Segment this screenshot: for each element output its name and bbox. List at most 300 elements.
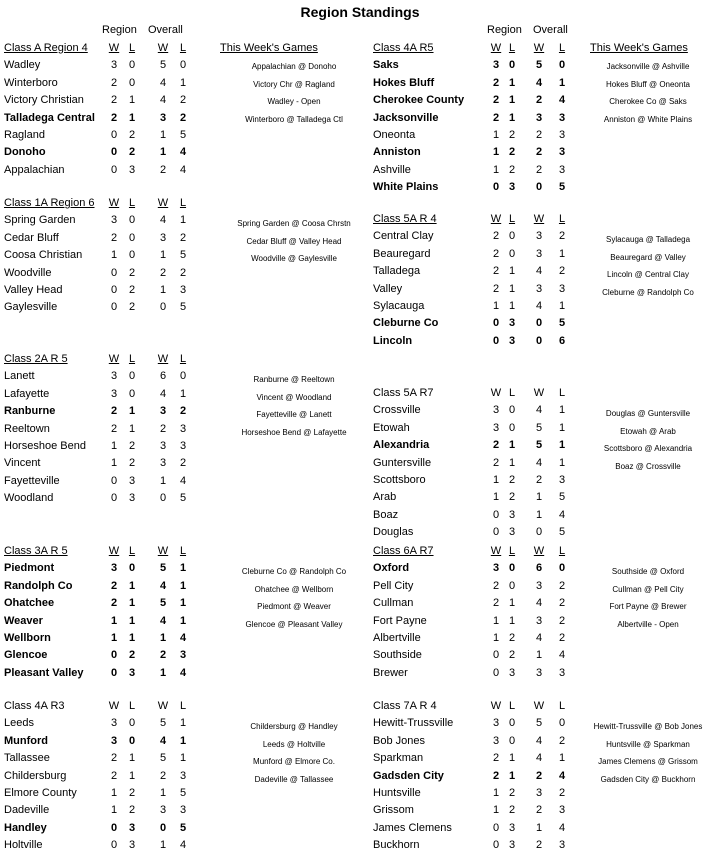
region-losses: 0 — [128, 249, 136, 262]
overall-wins: 3 — [535, 787, 543, 799]
team-name: Guntersville — [373, 456, 432, 469]
section-header — [4, 353, 349, 370]
overall-wins: 2 — [159, 649, 167, 662]
region-wins: 2 — [110, 579, 118, 592]
region-losses: 2 — [128, 146, 136, 159]
game-item: Ohatchee @ Wellborn — [254, 584, 334, 594]
overall-losses: 0 — [179, 59, 187, 72]
overall-wins: 5 — [159, 562, 167, 575]
overall-wins: 4 — [535, 300, 543, 312]
game-item: Horseshoe Bend @ Lafayette — [241, 427, 347, 437]
overall-losses: 5 — [179, 492, 187, 505]
region-losses: 1 — [128, 422, 136, 435]
overall-wins: 4 — [535, 265, 543, 278]
overall-losses: 1 — [179, 562, 187, 575]
region-wins: 0 — [110, 839, 118, 852]
overall-losses: 4 — [179, 146, 187, 159]
overall-wins: 5 — [159, 752, 167, 765]
overall-losses-header: L — [558, 545, 566, 557]
region-losses: 3 — [508, 666, 516, 679]
region-wins: 1 — [492, 632, 500, 644]
team-row — [4, 440, 204, 457]
overall-wins: 2 — [535, 769, 543, 782]
game-item: Boaz @ Crossville — [615, 461, 681, 471]
region-losses: 0 — [128, 387, 136, 400]
team-name: Valley — [373, 282, 403, 295]
region-wins: 1 — [492, 146, 500, 159]
team-name: Albertville — [373, 632, 421, 644]
overall-losses: 4 — [558, 769, 566, 782]
overall-wins: 3 — [159, 440, 167, 452]
left-overall-header: Overall — [148, 24, 183, 36]
region-losses: 2 — [128, 804, 136, 817]
game-item: Spring Garden @ Coosa Chrstn — [237, 219, 351, 229]
region-losses: 1 — [508, 769, 516, 782]
overall-losses: 5 — [179, 787, 187, 799]
team-name: White Plains — [373, 181, 439, 194]
overall-wins: 6 — [535, 562, 543, 575]
team-name: Woodland — [4, 492, 54, 505]
overall-wins: 3 — [535, 230, 543, 243]
section-title: Class 1A Region 6 — [4, 197, 95, 209]
team-row — [4, 129, 204, 146]
region-losses: 2 — [508, 163, 516, 176]
region-losses: 1 — [128, 769, 136, 782]
region-wins: 3 — [110, 734, 118, 747]
region-wins: 0 — [492, 317, 500, 330]
overall-wins: 3 — [159, 457, 167, 470]
section-title: Class 2A R 5 — [4, 353, 68, 365]
overall-wins-header: W — [533, 213, 545, 225]
region-wins: 0 — [110, 821, 118, 834]
overall-wins: 2 — [535, 474, 543, 486]
overall-wins-header: W — [533, 42, 545, 54]
region-wins: 3 — [492, 717, 500, 730]
team-row — [373, 649, 573, 666]
overall-losses: 2 — [179, 231, 187, 244]
team-row — [4, 388, 204, 405]
overall-losses: 3 — [558, 282, 566, 295]
region-wins-header: W — [108, 197, 120, 209]
region-wins: 0 — [492, 821, 500, 834]
region-losses: 3 — [128, 839, 136, 852]
region-losses: 1 — [508, 456, 516, 469]
overall-wins: 2 — [535, 839, 543, 852]
overall-losses-header: L — [558, 387, 566, 399]
region-losses: 0 — [128, 562, 136, 575]
overall-wins: 1 — [159, 839, 167, 852]
team-row — [4, 770, 204, 787]
region-wins: 1 — [110, 249, 118, 262]
team-row — [4, 822, 204, 839]
game-item: Piedmont @ Weaver — [257, 602, 331, 612]
region-losses: 0 — [508, 59, 516, 72]
team-row — [373, 839, 573, 856]
team-row — [373, 230, 573, 247]
overall-wins: 1 — [535, 508, 543, 521]
overall-wins: 4 — [535, 632, 543, 644]
region-wins: 0 — [492, 508, 500, 521]
team-name: Buckhorn — [373, 839, 420, 852]
overall-wins: 2 — [159, 163, 167, 176]
overall-wins: 4 — [535, 76, 543, 89]
region-losses: 3 — [508, 839, 516, 852]
overall-losses: 1 — [179, 214, 187, 227]
region-wins: 3 — [110, 214, 118, 227]
team-name: Ohatchee — [4, 597, 55, 610]
team-row — [373, 317, 573, 334]
team-name: Anniston — [373, 146, 421, 159]
game-item: Jacksonville @ Ashville — [606, 62, 690, 72]
overall-wins: 1 — [535, 491, 543, 504]
team-name: Lafayette — [4, 387, 50, 400]
overall-wins-header: W — [157, 545, 169, 557]
region-losses: 3 — [128, 474, 136, 487]
region-wins: 2 — [492, 94, 500, 107]
region-wins-header: W — [108, 545, 120, 557]
team-row — [373, 735, 573, 752]
overall-losses: 2 — [179, 266, 187, 279]
region-losses: 1 — [128, 632, 136, 644]
region-losses: 3 — [508, 181, 516, 194]
game-item: Childersburg @ Handley — [250, 722, 338, 732]
region-losses: 3 — [508, 508, 516, 521]
region-losses: 3 — [128, 666, 136, 679]
overall-losses: 1 — [179, 76, 187, 89]
overall-losses: 4 — [558, 508, 566, 521]
region-wins: 2 — [110, 405, 118, 418]
region-wins: 0 — [110, 163, 118, 176]
section-title: Class 4A R5 — [373, 42, 434, 54]
team-name: Alexandria — [373, 439, 430, 452]
team-row — [373, 248, 573, 265]
region-wins: 2 — [110, 111, 118, 124]
team-row — [373, 94, 573, 111]
team-name: Lanett — [4, 370, 35, 383]
team-name: Jacksonville — [373, 111, 439, 124]
game-item: Cullman @ Pell City — [612, 584, 684, 594]
team-row — [373, 112, 573, 129]
team-name: Douglas — [373, 526, 414, 539]
team-row — [4, 370, 204, 387]
left-region-header: Region — [102, 24, 137, 36]
section-title: Class 6A R7 — [373, 545, 434, 557]
region-losses: 1 — [128, 111, 136, 124]
overall-losses: 4 — [179, 163, 187, 176]
overall-losses: 0 — [558, 59, 566, 72]
team-row — [373, 404, 573, 421]
game-item: Albertville - Open — [617, 619, 679, 629]
region-losses: 2 — [508, 632, 516, 644]
overall-losses: 1 — [558, 247, 566, 260]
team-name: Ashville — [373, 163, 411, 176]
team-row — [4, 164, 204, 181]
region-losses: 0 — [128, 76, 136, 89]
overall-wins: 4 — [159, 94, 167, 107]
region-wins: 0 — [492, 526, 500, 539]
overall-losses: 0 — [558, 562, 566, 575]
game-item: Beauregard @ Valley — [610, 252, 686, 262]
region-wins-header: W — [490, 387, 502, 399]
team-row — [373, 129, 573, 146]
game-item: Hokes Bluff @ Oneonta — [605, 79, 691, 89]
overall-wins: 3 — [535, 282, 543, 295]
overall-losses: 2 — [558, 632, 566, 644]
region-losses: 1 — [128, 579, 136, 592]
team-name: Horseshoe Bend — [4, 440, 86, 452]
team-name: Cherokee County — [373, 94, 465, 107]
region-losses: 1 — [508, 265, 516, 278]
overall-losses: 4 — [558, 94, 566, 107]
team-name: Munford — [4, 734, 48, 747]
region-wins: 2 — [492, 439, 500, 452]
region-losses: 2 — [128, 787, 136, 799]
overall-losses: 1 — [179, 579, 187, 592]
overall-wins: 3 — [159, 405, 167, 418]
region-wins: 3 — [110, 59, 118, 72]
region-wins: 2 — [110, 597, 118, 610]
region-losses: 2 — [508, 649, 516, 662]
region-wins: 1 — [492, 300, 500, 312]
section-header — [373, 213, 718, 230]
overall-losses: 0 — [179, 370, 187, 383]
region-wins: 2 — [110, 422, 118, 435]
team-name: Crossville — [373, 404, 421, 417]
overall-wins: 5 — [159, 59, 167, 72]
overall-losses: 4 — [179, 632, 187, 644]
region-losses: 1 — [128, 405, 136, 418]
game-item: Fort Payne @ Brewer — [609, 602, 687, 612]
region-wins-header: W — [490, 213, 502, 225]
team-name: Handley — [4, 821, 47, 834]
overall-wins: 5 — [535, 439, 543, 452]
region-losses: 1 — [508, 752, 516, 765]
overall-wins-header: W — [533, 700, 545, 712]
team-name: Southside — [373, 649, 422, 662]
region-wins: 2 — [492, 579, 500, 592]
overall-losses: 5 — [558, 317, 566, 330]
team-row — [373, 526, 573, 543]
region-losses: 1 — [508, 597, 516, 610]
overall-losses: 1 — [558, 439, 566, 452]
team-row — [4, 232, 204, 249]
team-row — [373, 265, 573, 282]
region-wins: 0 — [110, 474, 118, 487]
region-losses: 0 — [128, 717, 136, 730]
overall-wins: 1 — [535, 649, 543, 662]
right-overall-header: Overall — [533, 24, 568, 36]
team-row — [4, 562, 204, 579]
team-row — [373, 146, 573, 163]
overall-losses: 4 — [558, 649, 566, 662]
region-losses: 0 — [508, 734, 516, 747]
region-losses: 3 — [508, 526, 516, 539]
team-row — [4, 77, 204, 94]
overall-wins: 4 — [159, 614, 167, 627]
region-losses: 2 — [128, 457, 136, 470]
overall-wins: 5 — [159, 597, 167, 610]
region-losses: 0 — [508, 404, 516, 417]
game-item: Southside @ Oxford — [611, 567, 685, 577]
section-header — [4, 700, 349, 717]
team-row — [373, 822, 573, 839]
region-losses-header: L — [128, 197, 136, 209]
overall-losses-header: L — [179, 42, 187, 54]
overall-losses: 2 — [558, 614, 566, 627]
overall-losses: 6 — [558, 334, 566, 347]
overall-losses: 4 — [179, 666, 187, 679]
team-name: Arab — [373, 491, 397, 504]
overall-wins: 1 — [159, 146, 167, 159]
section-title: Class 4A R3 — [4, 700, 65, 712]
overall-losses: 5 — [179, 129, 187, 141]
game-item: Etowah @ Arab — [620, 426, 676, 436]
game-item: Sylacauga @ Talladega — [605, 235, 691, 245]
region-losses: 0 — [128, 734, 136, 747]
team-row — [373, 439, 573, 456]
team-row — [4, 112, 204, 129]
team-row — [4, 632, 204, 649]
game-item: Lincoln @ Central Clay — [607, 270, 689, 280]
game-item: Cedar Bluff @ Valley Head — [246, 236, 342, 246]
overall-wins: 2 — [535, 94, 543, 107]
game-item: Gadsden City @ Buckhorn — [600, 774, 696, 784]
overall-losses: 5 — [179, 249, 187, 262]
overall-wins: 2 — [535, 804, 543, 817]
team-name: Lincoln — [373, 334, 413, 347]
region-losses: 0 — [508, 421, 516, 434]
overall-wins: 2 — [159, 266, 167, 279]
team-row — [373, 422, 573, 439]
team-row — [4, 267, 204, 284]
team-row — [373, 300, 573, 317]
overall-wins: 1 — [159, 666, 167, 679]
region-wins: 2 — [492, 769, 500, 782]
overall-losses: 1 — [179, 597, 187, 610]
overall-wins: 4 — [159, 734, 167, 747]
team-row — [373, 667, 573, 684]
overall-wins: 1 — [159, 249, 167, 262]
team-row — [4, 717, 204, 734]
overall-wins: 5 — [535, 421, 543, 434]
overall-losses: 1 — [179, 717, 187, 730]
team-name: Central Clay — [373, 230, 434, 243]
region-wins: 1 — [110, 804, 118, 817]
region-wins: 0 — [492, 649, 500, 662]
team-name: Tallassee — [4, 752, 50, 765]
region-wins: 3 — [110, 717, 118, 730]
region-wins: 2 — [492, 247, 500, 260]
region-losses: 3 — [128, 163, 136, 176]
region-wins: 1 — [110, 457, 118, 470]
team-row — [4, 94, 204, 111]
overall-losses: 3 — [179, 804, 187, 817]
overall-losses: 1 — [179, 614, 187, 627]
region-wins: 1 — [492, 474, 500, 486]
section-header — [373, 700, 718, 717]
game-item: Dadeville @ Tallassee — [254, 774, 334, 784]
overall-losses: 5 — [558, 181, 566, 194]
overall-wins: 3 — [159, 111, 167, 124]
region-wins: 2 — [110, 752, 118, 765]
team-row — [373, 770, 573, 787]
overall-losses: 1 — [558, 300, 566, 312]
overall-wins: 5 — [535, 59, 543, 72]
region-wins: 1 — [110, 614, 118, 627]
overall-wins: 3 — [535, 247, 543, 260]
overall-losses: 2 — [558, 579, 566, 592]
overall-losses: 3 — [179, 440, 187, 452]
team-row — [373, 77, 573, 94]
game-item: Leeds @ Holtville — [262, 739, 326, 749]
overall-wins: 6 — [159, 370, 167, 383]
region-wins: 1 — [110, 787, 118, 799]
team-name: Ranburne — [4, 405, 56, 418]
team-name: Gadsden City — [373, 769, 444, 782]
team-row — [4, 284, 204, 301]
game-item: Wadley - Open — [267, 97, 321, 107]
region-losses-header: L — [508, 545, 516, 557]
region-losses: 2 — [128, 301, 136, 314]
team-row — [4, 804, 204, 821]
overall-losses: 3 — [558, 163, 566, 176]
region-losses: 1 — [508, 282, 516, 295]
team-row — [373, 335, 573, 352]
game-item: Scottsboro @ Alexandria — [603, 444, 693, 454]
region-losses: 0 — [128, 59, 136, 72]
region-wins: 3 — [492, 734, 500, 747]
region-wins-header: W — [490, 545, 502, 557]
region-losses: 1 — [128, 752, 136, 765]
overall-losses: 3 — [558, 474, 566, 486]
team-row — [4, 735, 204, 752]
team-name: Pell City — [373, 579, 414, 592]
overall-losses: 1 — [558, 76, 566, 89]
overall-wins-header: W — [157, 197, 169, 209]
region-wins: 2 — [492, 597, 500, 610]
team-row — [4, 839, 204, 856]
region-losses: 0 — [508, 579, 516, 592]
overall-losses: 2 — [179, 94, 187, 107]
region-losses-header: L — [508, 387, 516, 399]
team-name: Brewer — [373, 666, 408, 679]
overall-losses: 3 — [558, 111, 566, 124]
region-wins: 0 — [110, 146, 118, 159]
overall-wins: 0 — [159, 492, 167, 505]
region-losses: 1 — [508, 614, 516, 627]
overall-wins: 4 — [535, 752, 543, 765]
game-item: Vincent @ Woodland — [256, 392, 332, 402]
region-wins-header: W — [490, 42, 502, 54]
overall-losses: 1 — [179, 387, 187, 400]
overall-wins: 2 — [159, 422, 167, 435]
overall-wins: 4 — [159, 214, 167, 227]
team-name: Wellborn — [4, 632, 51, 644]
overall-losses: 2 — [179, 111, 187, 124]
overall-losses: 1 — [179, 734, 187, 747]
overall-wins: 4 — [159, 579, 167, 592]
region-losses-header: L — [128, 42, 136, 54]
overall-wins: 2 — [535, 146, 543, 159]
team-row — [373, 597, 573, 614]
page-title: Region Standings — [300, 4, 420, 20]
region-losses: 1 — [508, 76, 516, 89]
game-item: Ranburne @ Reeltown — [253, 375, 335, 385]
game-item: Winterboro @ Talladega Ctl — [245, 114, 343, 124]
this-weeks-games-header: This Week's Games — [590, 42, 688, 54]
overall-wins: 1 — [159, 787, 167, 799]
region-losses: 2 — [128, 129, 136, 141]
